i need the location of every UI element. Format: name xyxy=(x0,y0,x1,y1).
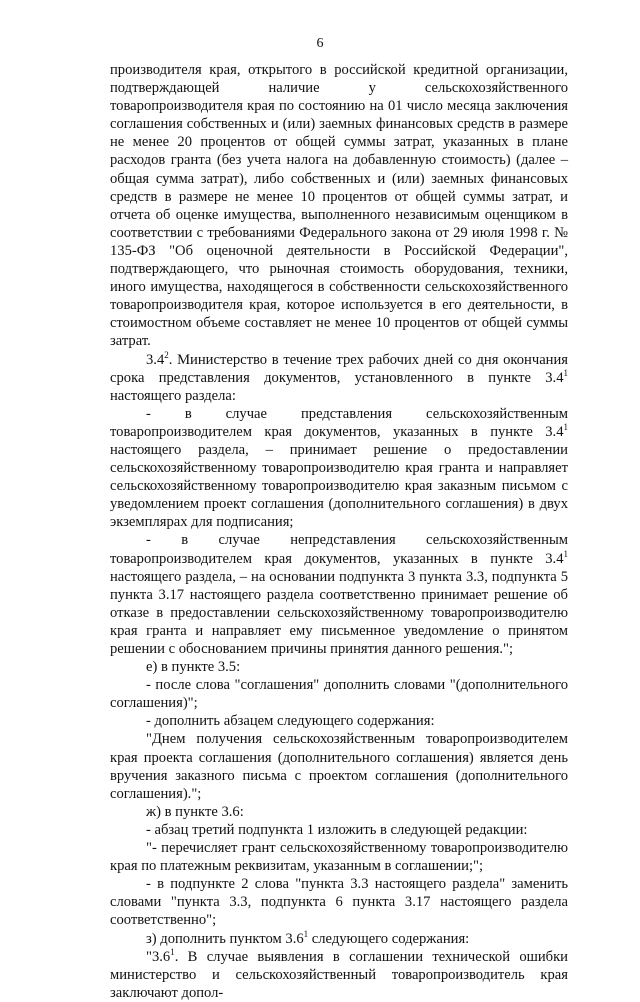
document-body xyxy=(110,61,568,1002)
text-run: производителя края, открытого в российской кредитной организации, подтверждающей наличие у сельскохозяйственного товаропроизводителя края по состоянию на 01 число месяца заключения соглашения собственных и (или) заемных финансовых средств в размере не менее 20 процентов от общей суммы затрат, указанных в плане расходов гранта (без учета налога на добавленную стоимость) (далее – общая сумма затрат), либо собственных и (или) заемных финансовых средств в размере не менее 10 процентов от общей суммы затрат, и отчета об оценке имущества, выполненного независимым оценщиком в соответствии с требованиями Федерального закона от 29 июля 1998 г. № 135-ФЗ "Об оценочной деятельности в Российской Федерации", подтверждающего, что рыночная стоимость оборудования, техники, иного имущества, находящегося в собственности сельскохозяйственного товаропроизводителя края, которое используется в его деятельности, в стоимостном объеме составляет не менее 10 процентов от общей суммы затрат. xyxy=(110,62,568,350)
paragraph xyxy=(110,730,568,802)
text-run: "Днем получения сельскохозяйственным товаропроизводителем края проекта соглашения (дополнительного соглашения) является день вручения заказного письма с проектом соглашения (дополнительного соглашения)."; xyxy=(110,731,568,802)
paragraph xyxy=(110,405,568,532)
text-run: "3.6 xyxy=(146,948,171,965)
text-run: настоящего раздела, – принимает решение о предоставлении сельскохозяйственному товаропроизводителю края гранта и направляет сельскохозяйственному товаропроизводителю края заказным письмом с уведомлением проект соглашения (дополнительного соглашения) в двух экземплярах для подписания; xyxy=(110,441,568,531)
superscript: 1 xyxy=(563,421,568,432)
paragraph xyxy=(110,875,568,929)
text-run: следующего содержания: xyxy=(308,930,470,947)
paragraph xyxy=(110,351,568,405)
paragraph xyxy=(110,948,568,1002)
paragraph xyxy=(110,712,568,730)
text-run: настоящего раздела, – на основании подпункта 3 пункта 3.3, подпункта 5 пункта 3.17 настоящего раздела соответственно принимает решение об отказе в предоставлении сельскохозяйственному товаропроизводителю края гранта и направляет ему письменное уведомление о принятом решении с обоснованием причины принятия данного решения."; xyxy=(110,568,568,657)
text-run: - абзац третий подпункта 1 изложить в следующей редакции: xyxy=(146,821,528,838)
paragraph xyxy=(110,803,568,821)
page-number: 6 xyxy=(316,36,324,51)
text-run: - дополнить абзацем следующего содержания: xyxy=(146,713,435,730)
text-run: - в подпункте 2 слова "пункта 3.3 настоящего раздела" заменить словами "пункта 3.3, подпункта 6 пункта 3.17 настоящего раздела соответственно"; xyxy=(110,876,568,929)
superscript: 1 xyxy=(170,946,175,957)
text-run: е) в пункте 3.5: xyxy=(146,659,241,676)
text-run: - после слова "соглашения" дополнить словами "(дополнительного соглашения)"; xyxy=(110,677,568,712)
text-run: 3.4 xyxy=(146,351,165,368)
text-run: - в случае представления сельскохозяйственным товаропроизводителем края документов, указанных в пункте 3.4 xyxy=(110,405,568,440)
paragraph xyxy=(110,839,568,875)
text-run: . В случае выявления в соглашении технической ошибки министерство и сельскохозяйственный товаропроизводитель края заключают допол- xyxy=(110,948,568,1001)
text-run: "- перечисляет грант сельскохозяйственному товаропроизводителю края по платежным реквизитам, указанным в соглашении;"; xyxy=(110,840,568,875)
superscript: 1 xyxy=(563,367,568,378)
text-run: ж) в пункте 3.6: xyxy=(146,803,244,820)
paragraph xyxy=(110,531,568,658)
paragraph xyxy=(110,658,568,676)
text-run: з) дополнить пунктом 3.6 xyxy=(146,930,304,947)
text-run: - в случае непредставления сельскохозяйственным товаропроизводителем края документов, указанных в пункте 3.4 xyxy=(110,532,568,567)
paragraph xyxy=(110,821,568,839)
text-run: настоящего раздела: xyxy=(110,387,236,404)
paragraph xyxy=(110,676,568,712)
paragraph xyxy=(110,61,568,351)
paragraph xyxy=(110,930,568,948)
superscript: 1 xyxy=(303,928,309,939)
superscript: 2 xyxy=(164,349,169,360)
superscript: 1 xyxy=(563,548,568,559)
text-run: . Министерство в течение трех рабочих дней со дня окончания срока представления документов, установленного в пункте 3.4 xyxy=(110,351,568,386)
